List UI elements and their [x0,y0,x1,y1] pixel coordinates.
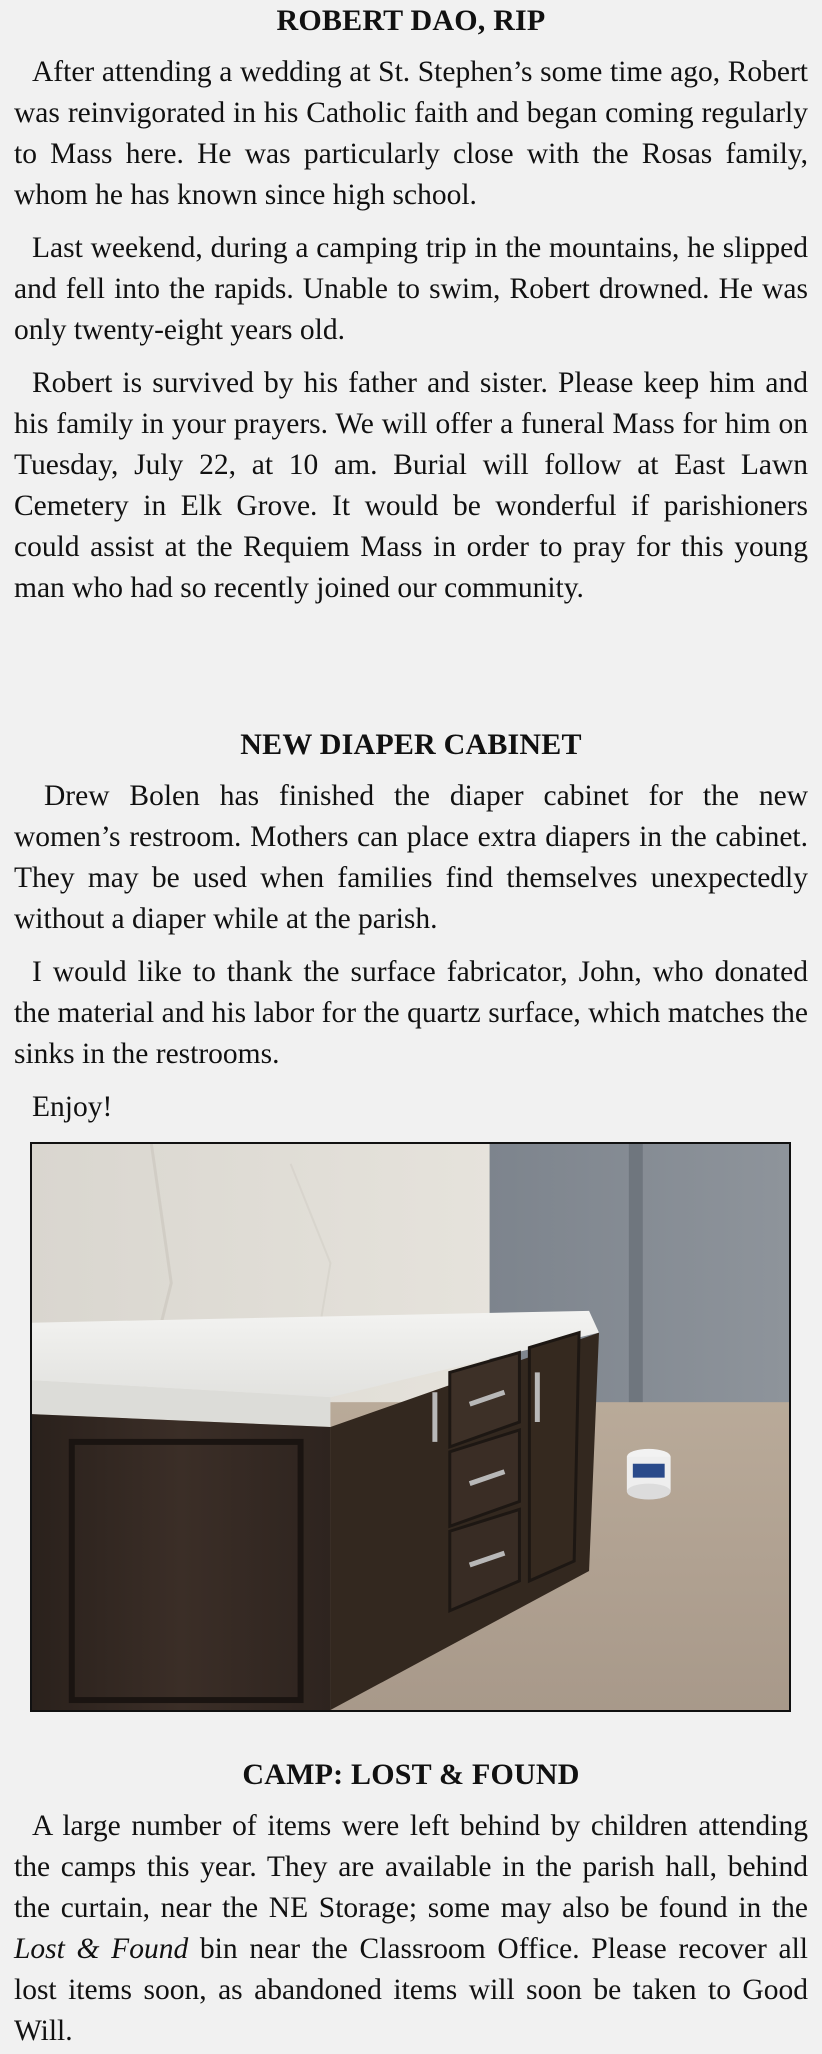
section-diaper-cabinet [14,776,808,1140]
camp-text-end: bin near the Classroom Office. Please recover all lost items soon, as abandoned items will soon be taken to Good Will. [14,1933,808,2047]
robert-paragraph-1: After attending a wedding at St. Stephen’s some time ago, Robert was reinvigorated in his Catholic faith and began coming regularly to Mass here. He was particularly close with the Rosas family, whom he has known since high school. [14,56,808,211]
robert-paragraph-2: Last weekend, during a camping trip in the mountains, he slipped and fell into the rapids. Unable to swim, Robert drowned. He was only twenty-eight years old. [14,232,808,346]
cabinet-body [32,1414,330,1710]
diaper-cabinet-photo [30,1142,791,1712]
section-camp-lost-found [14,1806,808,2052]
robert-paragraph-3: Robert is survived by his father and sister. Please keep him and his family in your prayers. We will offer a funeral Mass for him on Tuesday, July 22, at 10 am. Burial will follow at East Lawn Cemetery in Elk Grove. It would be wonderful if parishioners could assist at the Requiem Mass in order to pray for this young man who had so recently joined our community. [14,367,808,604]
diaper-paragraph-3: Enjoy! [32,1091,113,1123]
section-heading-camp-lost-found: CAMP: LOST & FOUND [242,1758,580,1791]
camp-text-start: A large number of items were left behind by children attending the camps this year. They are available in the parish hall, behind the curtain, near the NE Storage; some may also be found in the [14,1810,808,1924]
diaper-paragraph-2: I would like to thank the surface fabricator, John, who donated the material and his labor for the quartz surface, which matches the sinks in the restrooms. [14,956,808,1070]
cabinet-illustration [32,1144,789,1710]
lost-found-italic: Lost & Found [14,1933,189,1965]
section-heading-robert-dao: ROBERT DAO, RIP [276,4,546,37]
camp-paragraph [14,1806,808,2052]
section-heading-diaper-cabinet: NEW DIAPER CABINET [240,728,582,761]
diaper-paragraph-1: Drew Bolen has finished the diaper cabinet for the new women’s restroom. Mothers can place extra diapers in the cabinet. They may be used when families find themselves unexpectedly without a diaper while at the parish. [14,780,808,935]
section-robert-dao [14,52,808,621]
